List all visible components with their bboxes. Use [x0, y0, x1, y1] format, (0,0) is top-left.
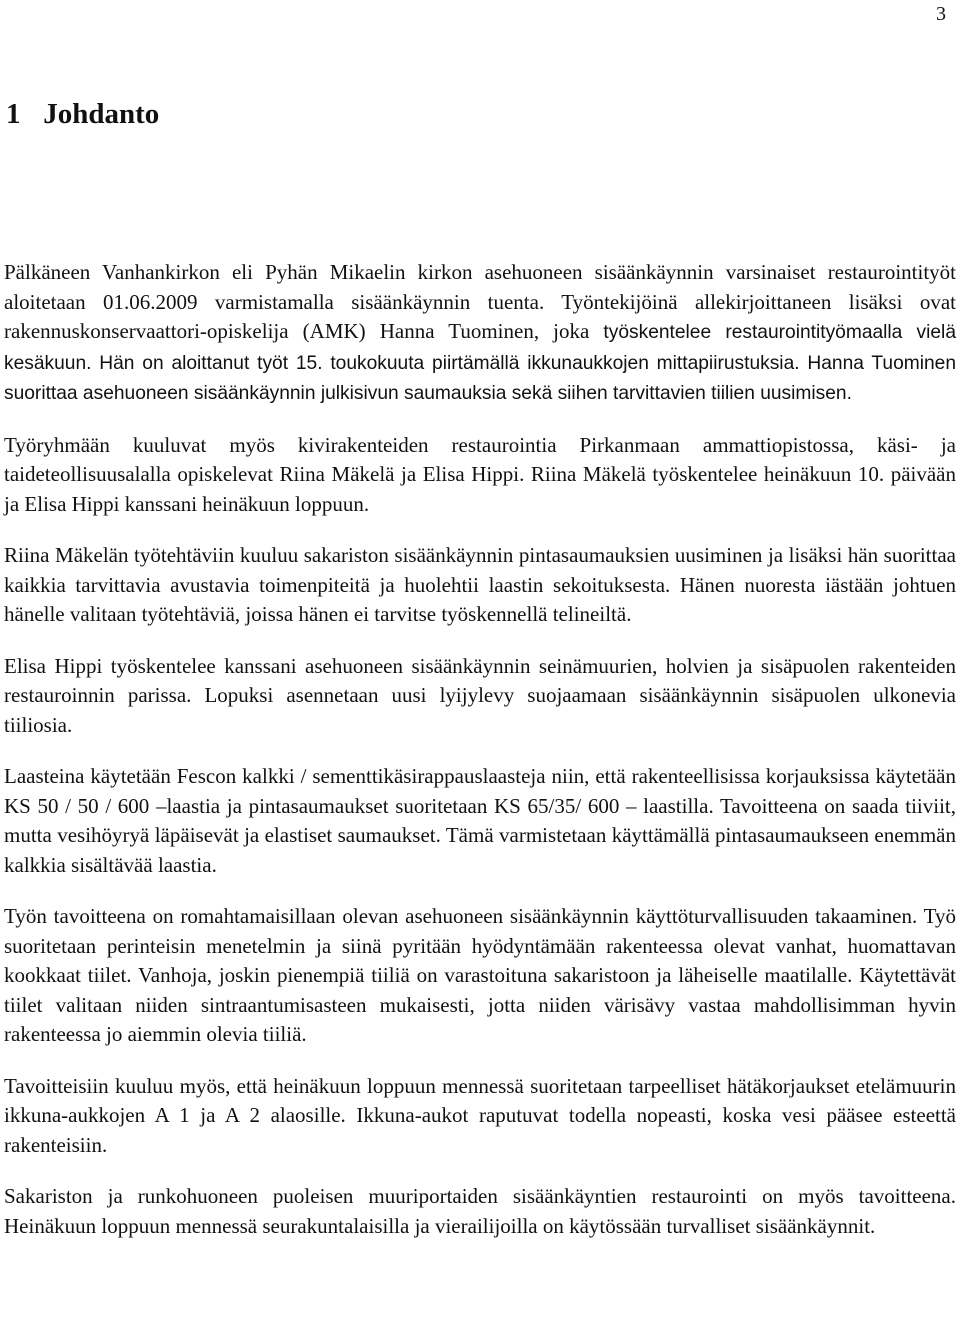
paragraph-1-serif-text: Pälkäneen Vanhankirkon eli Pyhän Mikaelin kirkon asehuoneen sisäänkäynnin varsinaiset restaurointityöt aloitetaan 01.06.2009 varmistamalla sisäänkäynnin tuenta. Työntekijöinä allekirjoittaneen lisäksi ovat rakennuskonservaattori-opiskelija (AMK) Hanna Tuominen, joka	[4, 260, 956, 343]
paragraph-4	[4, 652, 956, 741]
paragraph-1	[4, 258, 956, 409]
chapter-heading	[6, 96, 159, 132]
paragraph-6-text: Työn tavoitteena on romahtamaisillaan olevan asehuoneen sisäänkäynnin käyttöturvallisuuden takaaminen. Työ suoritetaan perinteisin menetelmin ja siinä pyritään hyödyntämään rakenteessa olevat vanhat, huomattavan kookkaat tiilet. Vanhoja, joskin pienempiä tiiliä on varastoituna sakaristoon ja läheiselle maatilalle. Käytettävät tiilet valitaan niiden sintraantumisasteen mukaisesti, jotta niiden värisävy vastaa mahdollisimman hyvin rakenteessa jo aiemmin olevia tiiliä.	[4, 904, 956, 1046]
paragraph-6	[4, 902, 956, 1050]
paragraph-5	[4, 762, 956, 880]
paragraph-2-text: Työryhmään kuuluvat myös kivirakenteiden restaurointia Pirkanmaan ammattiopistossa, käsi- ja taideteollisuusalalla opiskelevat Riina Mäkelä ja Elisa Hippi. Riina Mäkelä työskentelee heinäkuun 10. päivään ja Elisa Hippi kanssani heinäkuun loppuun.	[4, 432, 956, 516]
page-number: 3	[936, 3, 946, 25]
paragraph-8-text: Sakariston ja runkohuoneen puoleisen muuriportaiden sisäänkäyntien restaurointi on myös tavoitteena. Heinäkuun loppuun mennessä seurakuntalaisilla ja vierailijoilla on käytössään turvalliset sisäänkäynnit.	[4, 1184, 956, 1238]
chapter-number: 1	[6, 98, 21, 130]
chapter-title: Johdanto	[43, 98, 160, 130]
paragraph-2	[4, 431, 956, 520]
paragraph-1-sans-text: työskentelee restaurointityömaalla vielä kesäkuun. Hän on aloittanut työt 15. toukokuuta piirtämällä ikkunaukkojen mittapiirustuksia. Hanna Tuominen suorittaa asehuoneen sisäänkäynnin julkisivun saumauksia sekä siihen tarvittavien tiilien uusimisen.	[4, 322, 956, 404]
paragraph-5-text: Laasteina käytetään Fescon kalkki / sementtikäsirappauslaasteja niin, että rakenteellisissa korjauksissa käytetään KS 50 / 50 / 600 –laastia ja pintasaumaukset suoritetaan KS 65/35/ 600 – laastilla. Tavoitteena on saada tiiviit, mutta vesihöyryä läpäisevät ja elastiset saumaukset. Tämä varmistetaan käyttämällä pintasaumaukseen enemmän kalkkia sisältävää laastia.	[4, 764, 956, 877]
paragraph-8	[4, 1182, 956, 1241]
paragraph-3-text: Riina Mäkelän työtehtäviin kuuluu sakariston sisäänkäynnin pintasaumauksien uusiminen ja lisäksi hän suorittaa kaikkia tarvittavia avustavia toimenpiteitä ja huolehtii laastin sekoituksesta. Hänen nuoresta iästään johtuen hänelle valitaan työtehtäviä, joissa hänen ei tarvitse työskennellä telineiltä.	[4, 543, 956, 626]
paragraph-4-text: Elisa Hippi työskentelee kanssani asehuoneen sisäänkäynnin seinämuurien, holvien ja sisäpuolen rakenteiden restauroinnin parissa. Lopuksi asennetaan uusi lyijylevy suojaamaan sisäänkäynnin sisäpuolen ulkonevia tiiliosia.	[4, 653, 956, 737]
document-body	[4, 258, 956, 1263]
paragraph-3	[4, 541, 956, 630]
paragraph-7	[4, 1072, 956, 1161]
paragraph-7-text: Tavoitteisiin kuuluu myös, että heinäkuun loppuun mennessä suoritetaan tarpeelliset hätäkorjaukset etelämuurin ikkuna-aukkojen A 1 ja A 2 alaosille. Ikkuna-aukot raputuvat todella nopeasti, koska vesi pääsee esteettä rakenteisiin.	[4, 1073, 956, 1157]
